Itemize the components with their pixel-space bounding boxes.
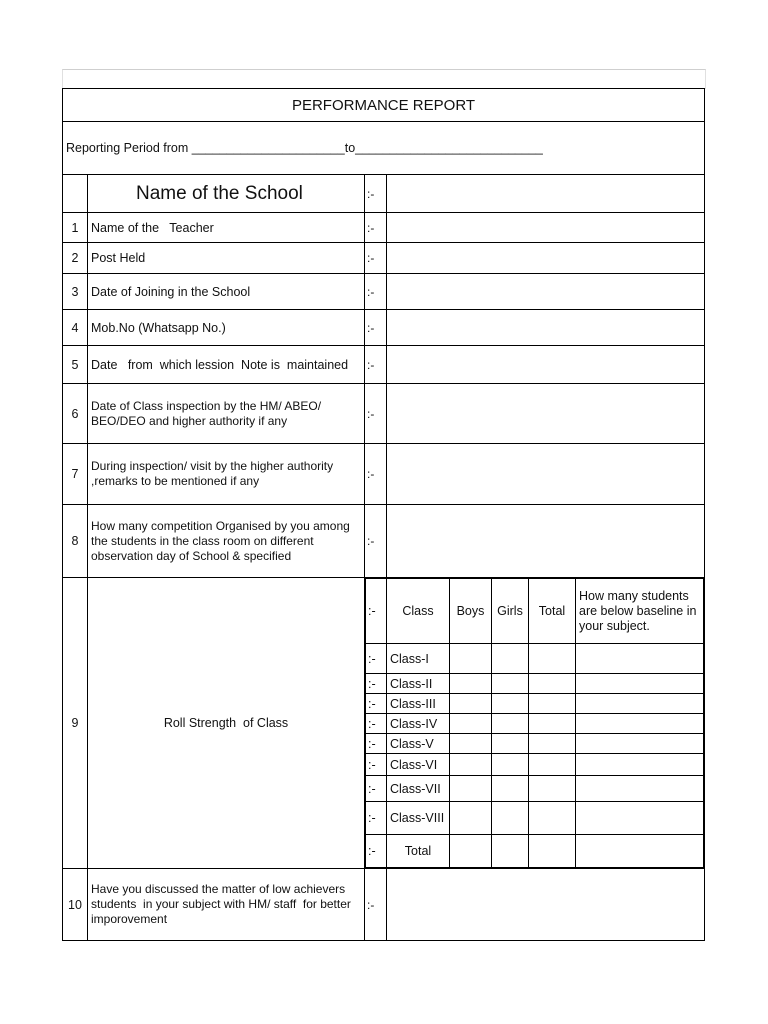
class-label: Class-I [387, 644, 450, 674]
table-row [366, 734, 704, 754]
separator: :- [365, 346, 387, 384]
lesson-note-field[interactable] [387, 346, 705, 384]
separator: :- [366, 674, 387, 694]
period-to-label: to [344, 141, 356, 155]
item-number: 3 [63, 274, 88, 310]
class-label: Class-VII [387, 776, 450, 802]
class-label: Class-IV [387, 714, 450, 734]
teacher-name-field[interactable] [387, 213, 705, 243]
girls-cell[interactable] [492, 802, 529, 835]
below-baseline-cell[interactable] [576, 674, 704, 694]
separator: :- [366, 644, 387, 674]
class-label: Class-VI [387, 754, 450, 776]
separator: :- [366, 734, 387, 754]
below-baseline-cell[interactable] [576, 734, 704, 754]
table-row-total [366, 835, 704, 868]
separator: :- [366, 835, 387, 868]
item-label-teacher: Name of the Teacher [88, 213, 365, 243]
item-label-roll-strength: Roll Strength of Class [88, 578, 365, 869]
below-baseline-cell[interactable] [576, 776, 704, 802]
boys-total-cell[interactable] [450, 835, 492, 868]
item-label-low-achievers: Have you discussed the matter of low achievers students in your subject with HM/ staff for better imporovement [88, 869, 365, 941]
separator: :- [365, 243, 387, 274]
total-label: Total [387, 835, 450, 868]
total-cell[interactable] [529, 734, 576, 754]
boys-cell[interactable] [450, 754, 492, 776]
page-title: PERFORMANCE REPORT [63, 89, 705, 122]
header-below-baseline: How many students are below baseline in your subject. [576, 579, 704, 644]
separator: :- [365, 384, 387, 444]
total-cell[interactable] [529, 644, 576, 674]
mobile-field[interactable] [387, 310, 705, 346]
sheet-top-border [62, 69, 706, 89]
header-class: Class [387, 579, 450, 644]
table-row [366, 754, 704, 776]
header-total: Total [529, 579, 576, 644]
item-number: 4 [63, 310, 88, 346]
girls-cell[interactable] [492, 674, 529, 694]
item-number: 2 [63, 243, 88, 274]
item-label-joining: Date of Joining in the School [88, 274, 365, 310]
school-name-field[interactable] [387, 175, 705, 213]
separator: :- [365, 213, 387, 243]
competition-field[interactable] [387, 505, 705, 578]
total-cell[interactable] [529, 714, 576, 734]
below-baseline-cell[interactable] [576, 754, 704, 776]
separator: :- [366, 579, 387, 644]
grand-total-cell[interactable] [529, 835, 576, 868]
header-girls: Girls [492, 579, 529, 644]
class-label: Class-III [387, 694, 450, 714]
boys-cell[interactable] [450, 734, 492, 754]
period-from-blank[interactable]: ______________________ [191, 141, 345, 155]
table-row [366, 694, 704, 714]
joining-date-field[interactable] [387, 274, 705, 310]
roll-strength-table [365, 578, 704, 868]
item-number: 5 [63, 346, 88, 384]
total-cell[interactable] [529, 674, 576, 694]
separator: :- [365, 274, 387, 310]
performance-report-form [62, 88, 705, 941]
table-row [366, 674, 704, 694]
period-to-blank[interactable]: ___________________________ [355, 141, 543, 155]
boys-cell[interactable] [450, 802, 492, 835]
roll-strength-grid-cell [365, 578, 705, 869]
class-label: Class-II [387, 674, 450, 694]
item-number: 7 [63, 444, 88, 505]
table-row [366, 644, 704, 674]
reporting-period [63, 122, 705, 175]
item-label-competition: How many competition Organised by you among the students in the class room on different observation day of School & specified [88, 505, 365, 578]
separator: :- [365, 310, 387, 346]
separator: :- [365, 869, 387, 941]
roll-header-row [366, 579, 704, 644]
below-baseline-total-cell[interactable] [576, 835, 704, 868]
separator: :- [366, 776, 387, 802]
total-cell[interactable] [529, 776, 576, 802]
separator: :- [365, 175, 387, 213]
girls-cell[interactable] [492, 754, 529, 776]
item-label-post: Post Held [88, 243, 365, 274]
class-label: Class-V [387, 734, 450, 754]
girls-cell[interactable] [492, 714, 529, 734]
item-number: 10 [63, 869, 88, 941]
separator: :- [366, 694, 387, 714]
boys-cell[interactable] [450, 776, 492, 802]
boys-cell[interactable] [450, 674, 492, 694]
below-baseline-cell[interactable] [576, 714, 704, 734]
girls-total-cell[interactable] [492, 835, 529, 868]
item-number: 6 [63, 384, 88, 444]
item-number: 8 [63, 505, 88, 578]
boys-cell[interactable] [450, 644, 492, 674]
girls-cell[interactable] [492, 694, 529, 714]
separator: :- [366, 754, 387, 776]
separator: :- [365, 444, 387, 505]
total-cell[interactable] [529, 754, 576, 776]
item-label-remarks: During inspection/ visit by the higher authority ,remarks to be mentioned if any [88, 444, 365, 505]
table-row [366, 776, 704, 802]
school-num-cell [63, 175, 88, 213]
low-achievers-field[interactable] [387, 869, 705, 941]
item-label-inspection: Date of Class inspection by the HM/ ABEO/ BEO/DEO and higher authority if any [88, 384, 365, 444]
separator: :- [365, 505, 387, 578]
separator: :- [366, 802, 387, 835]
below-baseline-cell[interactable] [576, 802, 704, 835]
header-boys: Boys [450, 579, 492, 644]
below-baseline-cell[interactable] [576, 644, 704, 674]
class-label: Class-VIII [387, 802, 450, 835]
post-held-field[interactable] [387, 243, 705, 274]
item-label-mobile: Mob.No (Whatsapp No.) [88, 310, 365, 346]
item-number: 9 [63, 578, 88, 869]
remarks-field[interactable] [387, 444, 705, 505]
below-baseline-cell[interactable] [576, 694, 704, 714]
table-row [366, 802, 704, 835]
total-cell[interactable] [529, 802, 576, 835]
girls-cell[interactable] [492, 644, 529, 674]
total-cell[interactable] [529, 694, 576, 714]
inspection-date-field[interactable] [387, 384, 705, 444]
girls-cell[interactable] [492, 734, 529, 754]
boys-cell[interactable] [450, 694, 492, 714]
table-row [366, 714, 704, 734]
girls-cell[interactable] [492, 776, 529, 802]
boys-cell[interactable] [450, 714, 492, 734]
school-name-label: Name of the School [88, 175, 365, 213]
period-from-label: Reporting Period from [66, 141, 189, 155]
separator: :- [366, 714, 387, 734]
item-number: 1 [63, 213, 88, 243]
item-label-lesson-note: Date from which lession Note is maintained [88, 346, 365, 384]
